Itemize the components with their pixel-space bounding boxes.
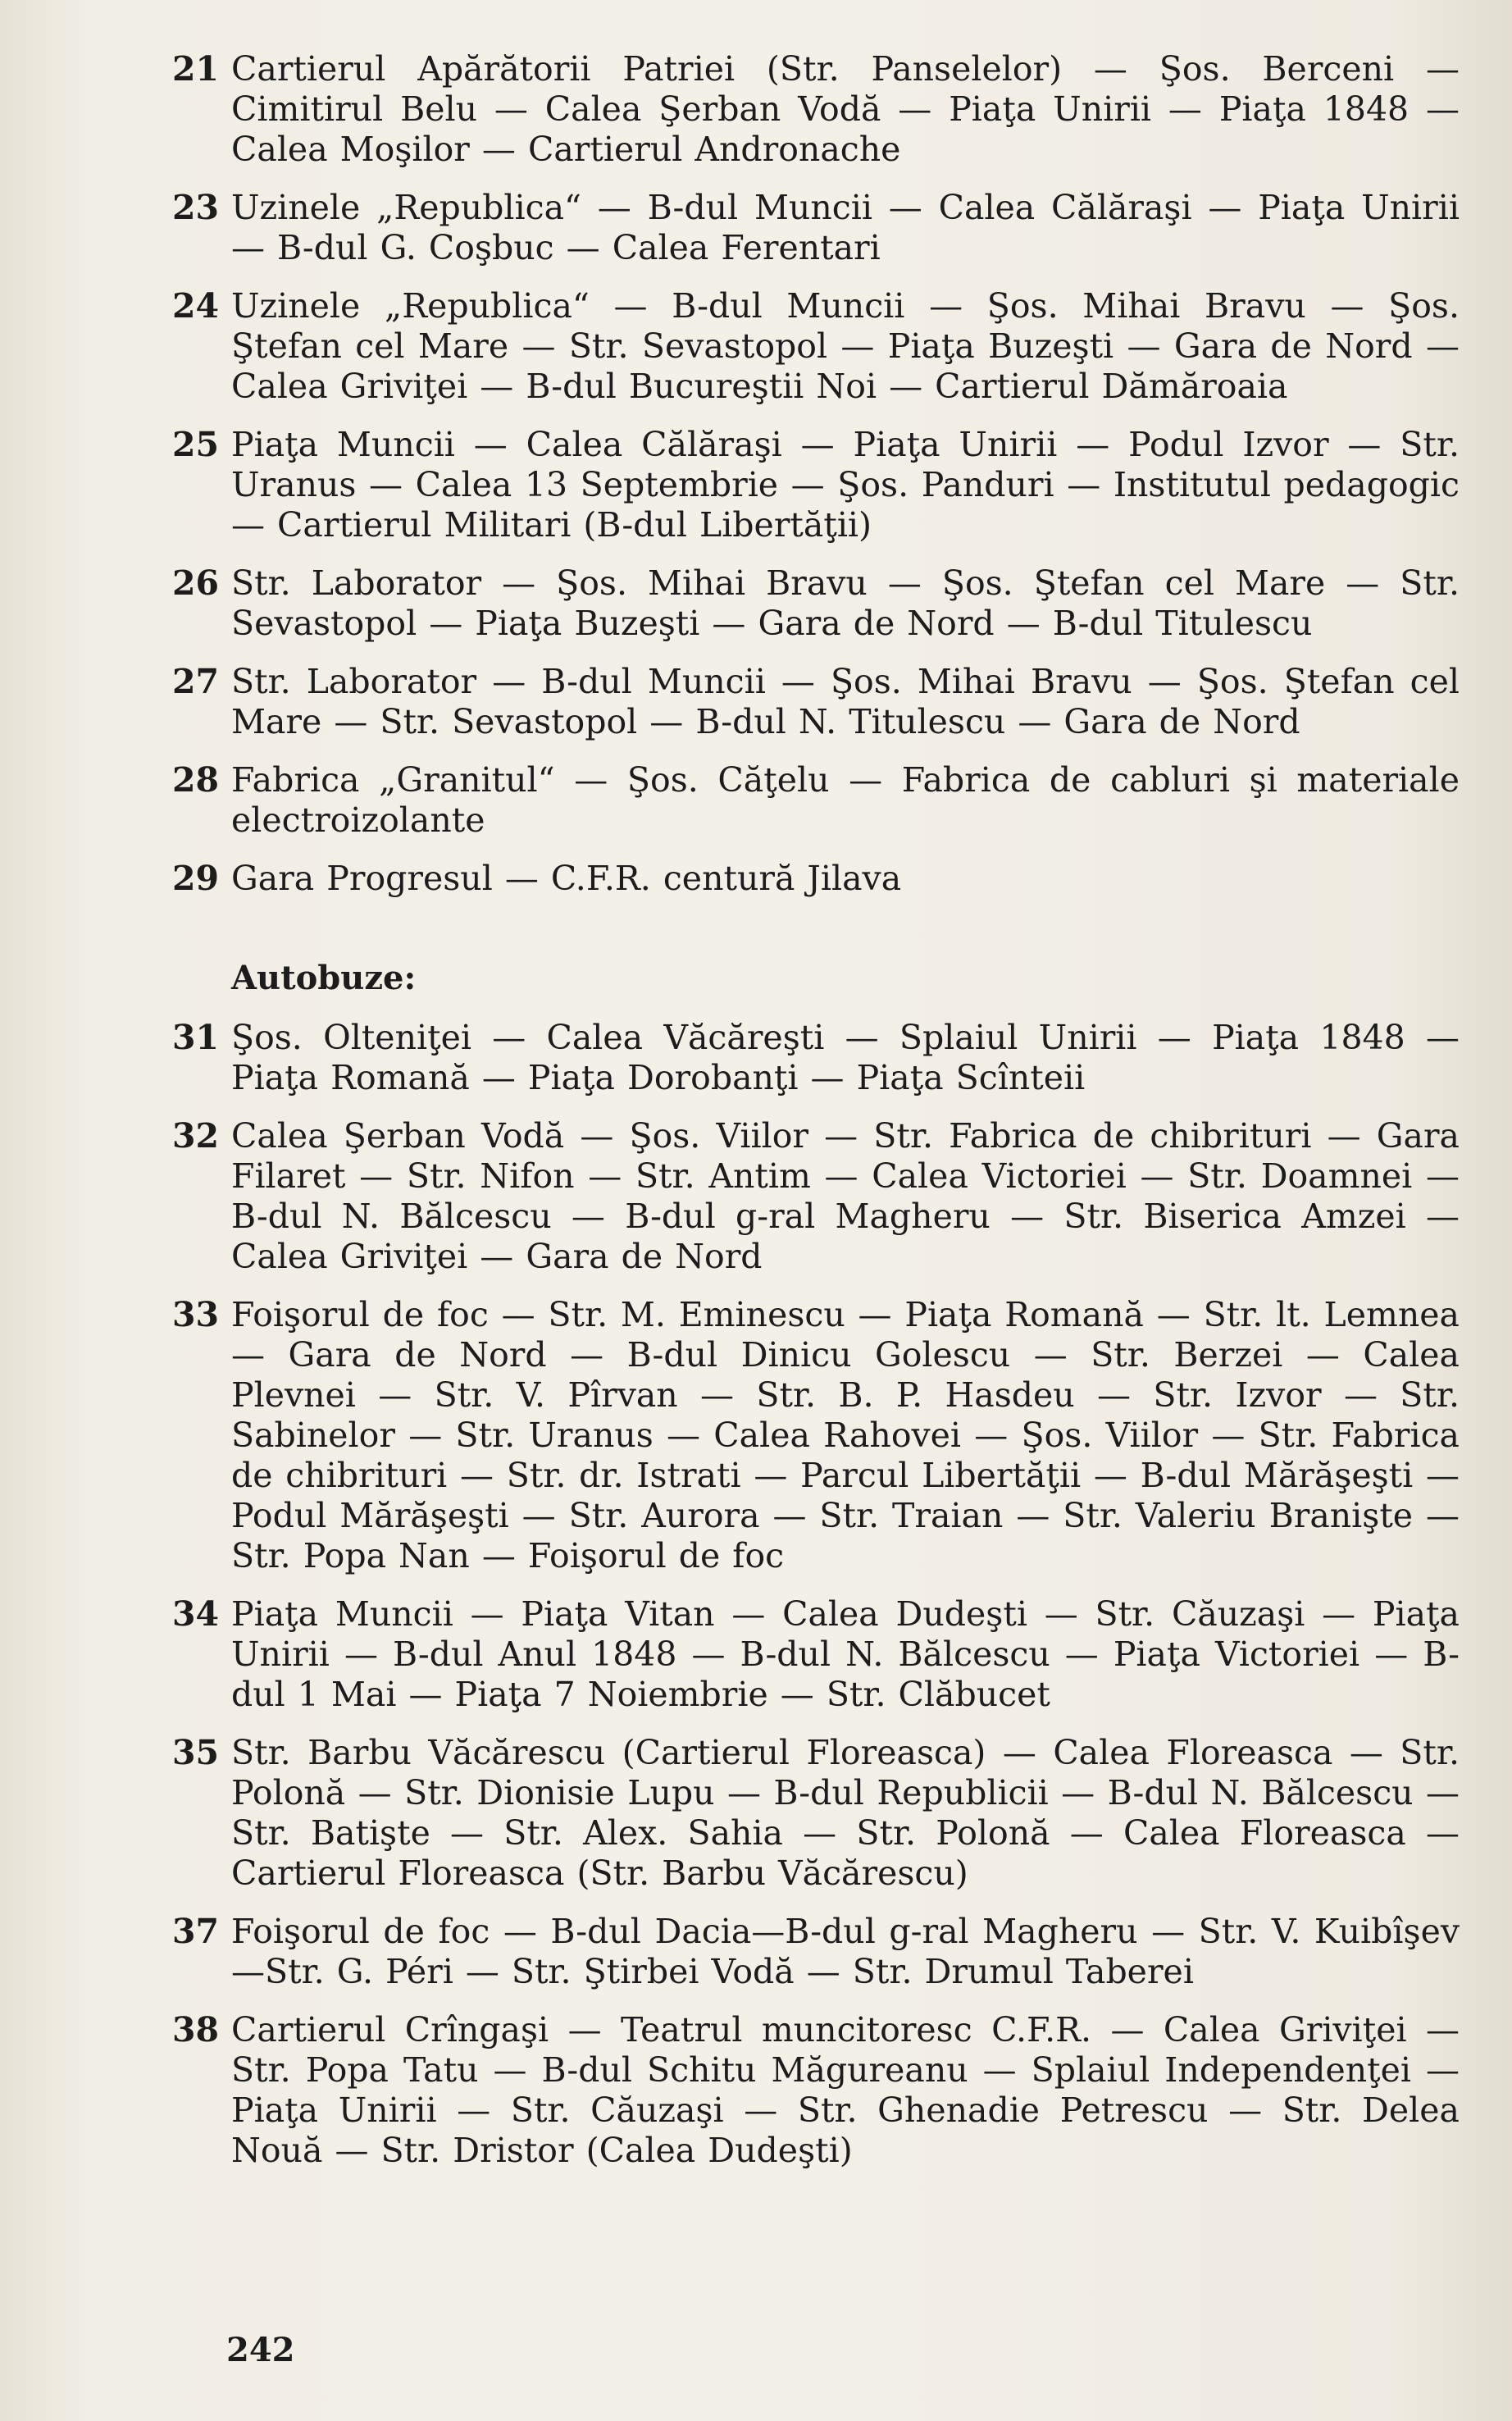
route-entry <box>172 1295 1460 1576</box>
route-description: Str. Laborator — Şos. Mihai Bravu — Şos. Ştefan cel Mare — Str. Sevastopol — Piaţa Buzeşti — Gara de Nord — B-dul Titulescu <box>231 563 1460 643</box>
route-description: Cartierul Crîngaşi — Teatrul muncitoresc C.F.R. — Calea Griviţei — Str. Popa Tatu — B-dul Schitu Măgureanu — Splaiul Independenţei — Piaţa Unirii — Str. Căuzaşi — Str. Ghenadie Petrescu — Str. Delea Nouă — Str. Dristor (Calea Dudeşti) <box>231 2010 1460 2170</box>
bus-routes <box>172 1018 1460 2171</box>
route-entry <box>172 2010 1460 2171</box>
route-number: 27 <box>172 662 220 701</box>
route-entry <box>172 859 1460 899</box>
page-number: 242 <box>226 2331 295 2369</box>
route-entry <box>172 662 1460 742</box>
route-number: 35 <box>172 1733 220 1772</box>
route-entry <box>172 1594 1460 1715</box>
route-entry <box>172 1733 1460 1894</box>
route-number: 21 <box>172 49 220 89</box>
route-number: 25 <box>172 425 220 464</box>
route-number: 34 <box>172 1594 220 1634</box>
route-description: Uzinele „Republica“ — B-dul Muncii — Calea Călăraşi — Piaţa Unirii — B-dul G. Coşbuc — Calea Ferentari <box>231 188 1460 267</box>
route-entry <box>172 1116 1460 1277</box>
route-entry <box>172 1018 1460 1098</box>
route-number: 23 <box>172 188 220 227</box>
route-description: Str. Barbu Văcărescu (Cartierul Floreasca) — Calea Floreasca — Str. Polonă — Str. Dionisie Lupu — B-dul Republicii — B-dul N. Bălcescu — Str. Batişte — Str. Alex. Sahia — Str. Polonă — Calea Floreasca — Cartierul Floreasca (Str. Barbu Văcărescu) <box>231 1733 1460 1893</box>
route-description: Şos. Olteniţei — Calea Văcăreşti — Splaiul Unirii — Piaţa 1848 — Piaţa Romană — Piaţa Dorobanţi — Piaţa Scînteii <box>231 1018 1460 1097</box>
route-entry <box>172 1912 1460 1992</box>
route-description: Calea Şerban Vodă — Şos. Viilor — Str. Fabrica de chibrituri — Gara Filaret — Str. Nifon — Str. Antim — Calea Victoriei — Str. Doamnei — B-dul N. Bălcescu — B-dul g-ral Magheru — Str. Biserica Amzei — Calea Griviţei — Gara de Nord <box>231 1116 1460 1276</box>
route-entry <box>172 188 1460 268</box>
route-description: Piaţa Muncii — Piaţa Vitan — Calea Dudeşti — Str. Căuzaşi — Piaţa Unirii — B-dul Anul 1848 — B-dul N. Bălcescu — Piaţa Victoriei — B-dul 1 Mai — Piaţa 7 Noiembrie — Str. Clăbucet <box>231 1594 1460 1714</box>
route-number: 29 <box>172 859 220 898</box>
section-header-autobuze: Autobuze: <box>231 959 417 997</box>
route-number: 31 <box>172 1018 220 1057</box>
route-description: Fabrica „Granitul“ — Şos. Căţelu — Fabrica de cabluri şi materiale electroizolante <box>231 760 1460 840</box>
route-entry <box>172 760 1460 841</box>
route-description: Gara Progresul — C.F.R. centură Jilava <box>231 859 902 898</box>
route-description: Foişorul de foc — B-dul Dacia—B-dul g-ral Magheru — Str. V. Kuibîşev —Str. G. Péri — Str. Ştirbei Vodă — Str. Drumul Taberei <box>231 1912 1460 1991</box>
route-description: Str. Laborator — B-dul Muncii — Şos. Mihai Bravu — Şos. Ştefan cel Mare — Str. Sevastopol — B-dul N. Titulescu — Gara de Nord <box>231 662 1460 741</box>
route-number: 37 <box>172 1912 220 1951</box>
route-number: 32 <box>172 1116 220 1156</box>
route-number: 24 <box>172 286 220 326</box>
route-list <box>172 49 1460 2189</box>
route-number: 26 <box>172 563 220 603</box>
route-number: 33 <box>172 1295 220 1334</box>
route-entry <box>172 286 1460 407</box>
route-description: Cartierul Apărătorii Patriei (Str. Panselelor) — Şos. Berceni — Cimitirul Belu — Calea Şerban Vodă — Piaţa Unirii — Piaţa 1848 — Calea Moşilor — Cartierul Andronache <box>231 49 1460 169</box>
route-description: Piaţa Muncii — Calea Călăraşi — Piaţa Unirii — Podul Izvor — Str. Uranus — Calea 13 Septembrie — Şos. Panduri — Institutul pedagogic — Cartierul Militari (B-dul Libertăţii) <box>231 425 1460 545</box>
route-description: Uzinele „Republica“ — B-dul Muncii — Şos. Mihai Bravu — Şos. Ştefan cel Mare — Str. Sevastopol — Piaţa Buzeşti — Gara de Nord — Calea Griviţei — B-dul Bucureştii Noi — Cartierul Dămăroaia <box>231 286 1460 406</box>
route-description: Foişorul de foc — Str. M. Eminescu — Piaţa Romană — Str. lt. Lemnea — Gara de Nord — B-dul Dinicu Golescu — Str. Berzei — Calea Plevnei — Str. V. Pîrvan — Str. B. P. Hasdeu — Str. Izvor — Str. Sabinelor — Str. Uranus — Calea Rahovei — Şos. Viilor — Str. Fabrica de chibrituri — Str. dr. Istrati — Parcul Libertăţii — B-dul Mărăşeşti — Podul Mărăşeşti — Str. Aurora — Str. Traian — Str. Valeriu Branişte — Str. Popa Nan — Foişorul de foc <box>231 1295 1460 1575</box>
route-entry <box>172 563 1460 644</box>
route-number: 38 <box>172 2010 220 2049</box>
tram-routes <box>172 49 1460 899</box>
route-number: 28 <box>172 760 220 800</box>
route-entry <box>172 425 1460 545</box>
route-entry <box>172 49 1460 170</box>
